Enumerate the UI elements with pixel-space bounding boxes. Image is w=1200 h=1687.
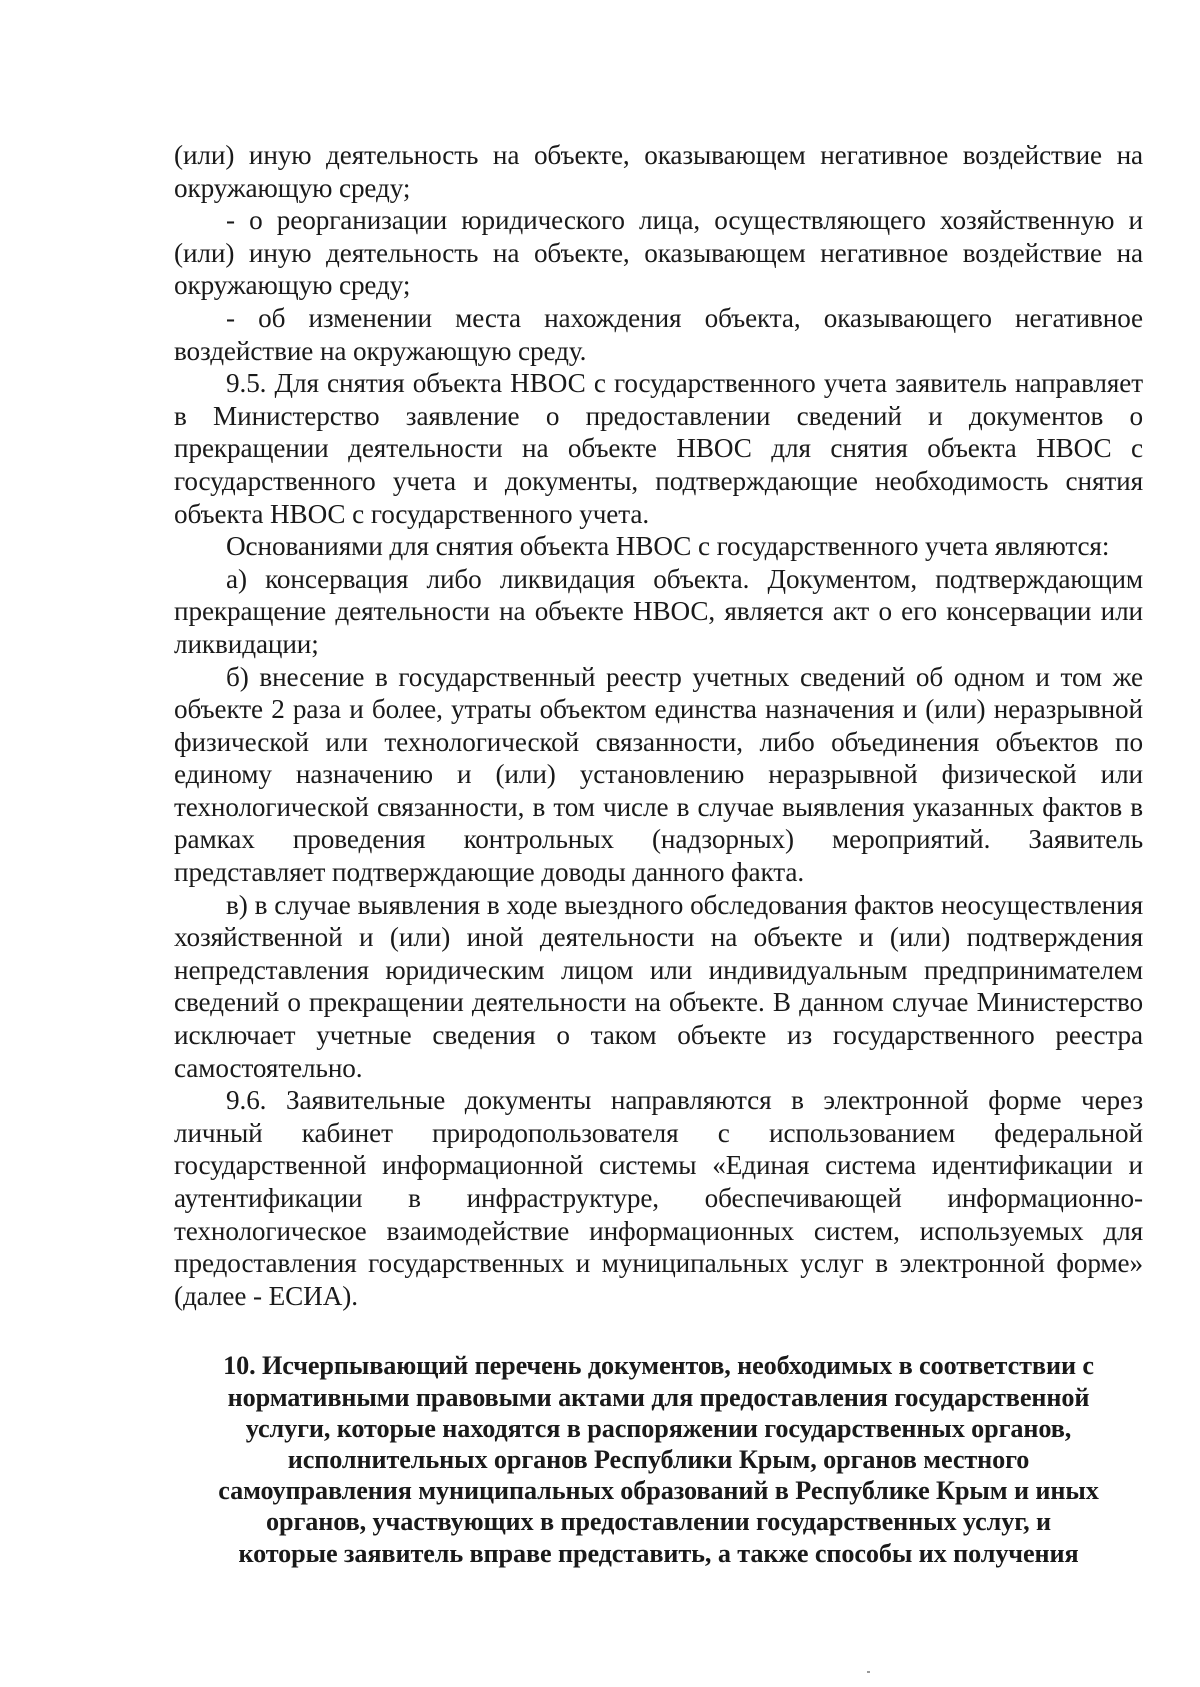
- heading-line: 10. Исчерпывающий перечень документов, необходимых в соответствии с: [223, 1351, 1094, 1381]
- paragraph-grounds-intro: Основаниями для снятия объекта НВОС с государственного учета являются:: [226, 531, 1110, 562]
- paragraph-location-change: - об изменении места нахождения объекта, оказывающего негативное воздействие на окружающую среду.: [174, 302, 1143, 366]
- paragraph-reorganization: - о реорганизации юридического лица, осуществляющего хозяйственную и (или) иную деятельность на объекте, оказывающем негативное воздействие на окружающую среду;: [174, 205, 1143, 301]
- heading-line: самоуправления муниципальных образований в Республике Крым и иных: [218, 1476, 1099, 1506]
- paragraph-9-6: 9.6. Заявительные документы направляются в электронной форме через личный кабинет природопользователя с использованием федеральной государственной информационной системы «Единая система идентификации и аутентификации в инфраструктуре, обеспечивающей информационно-технологическое взаимодействие информационных систем, используемых для предоставления государственных и муниципальных услуг в электронной форме» (далее - ЕСИА).: [174, 1085, 1143, 1311]
- paragraph-continuation: (или) иную деятельность на объекте, оказывающем негативное воздействие на окружающую среду;: [174, 140, 1143, 203]
- paragraph-item-v: в) в случае выявления в ходе выездного обследования фактов неосуществления хозяйственной и (или) иной деятельности на объекте и (или) подтверждения непредставления юридическим лицом или индивидуальным предпринимателем сведений о прекращении деятельности на объекте. В данном случае Министерство исключает учетные сведения о таком объекте из государственного реестра самостоятельно.: [174, 889, 1143, 1083]
- heading-line: исполнительных органов Республики Крым, органов местного: [287, 1444, 1030, 1474]
- heading-line: которые заявитель вправе представить, а также способы их получения: [238, 1538, 1079, 1568]
- section-10-heading: [174, 1350, 1143, 1568]
- paragraph-9-5: 9.5. Для снятия объекта НВОС с государственного учета заявитель направляет в Министерство заявление о предоставлении сведений и документов о прекращении деятельности на объекте НВОС для снятия объекта НВОС с государственного учета и документы, подтверждающие необходимость снятия объекта НВОС с государственного учета.: [174, 368, 1143, 529]
- paragraph-item-a: а) консервация либо ликвидация объекта. Документом, подтверждающим прекращение деятельности на объекте НВОС, является акт о его консервации или ликвидации;: [174, 563, 1143, 659]
- scan-artifact: [867, 1671, 870, 1673]
- paragraph-item-b: б) внесение в государственный реестр учетных сведений об одном и том же объекте 2 раза и более, утраты объектом единства назначения и (или) неразрывной физической или технологической связанности, либо объединения объектов по единому назначению и (или) установлению неразрывной физической или технологической связанности, в том числе в случае выявления указанных фактов в рамках проведения контрольных (надзорных) мероприятий. Заявитель представляет подтверждающие доводы данного факта.: [174, 661, 1143, 888]
- heading-line: услуги, которые находятся в распоряжении государственных органов,: [245, 1413, 1072, 1443]
- heading-line: органов, участвующих в предоставлении государственных услуг, и: [266, 1507, 1051, 1537]
- heading-line: нормативными правовыми актами для предоставления государственной: [227, 1382, 1090, 1412]
- document-body: [174, 139, 1143, 1569]
